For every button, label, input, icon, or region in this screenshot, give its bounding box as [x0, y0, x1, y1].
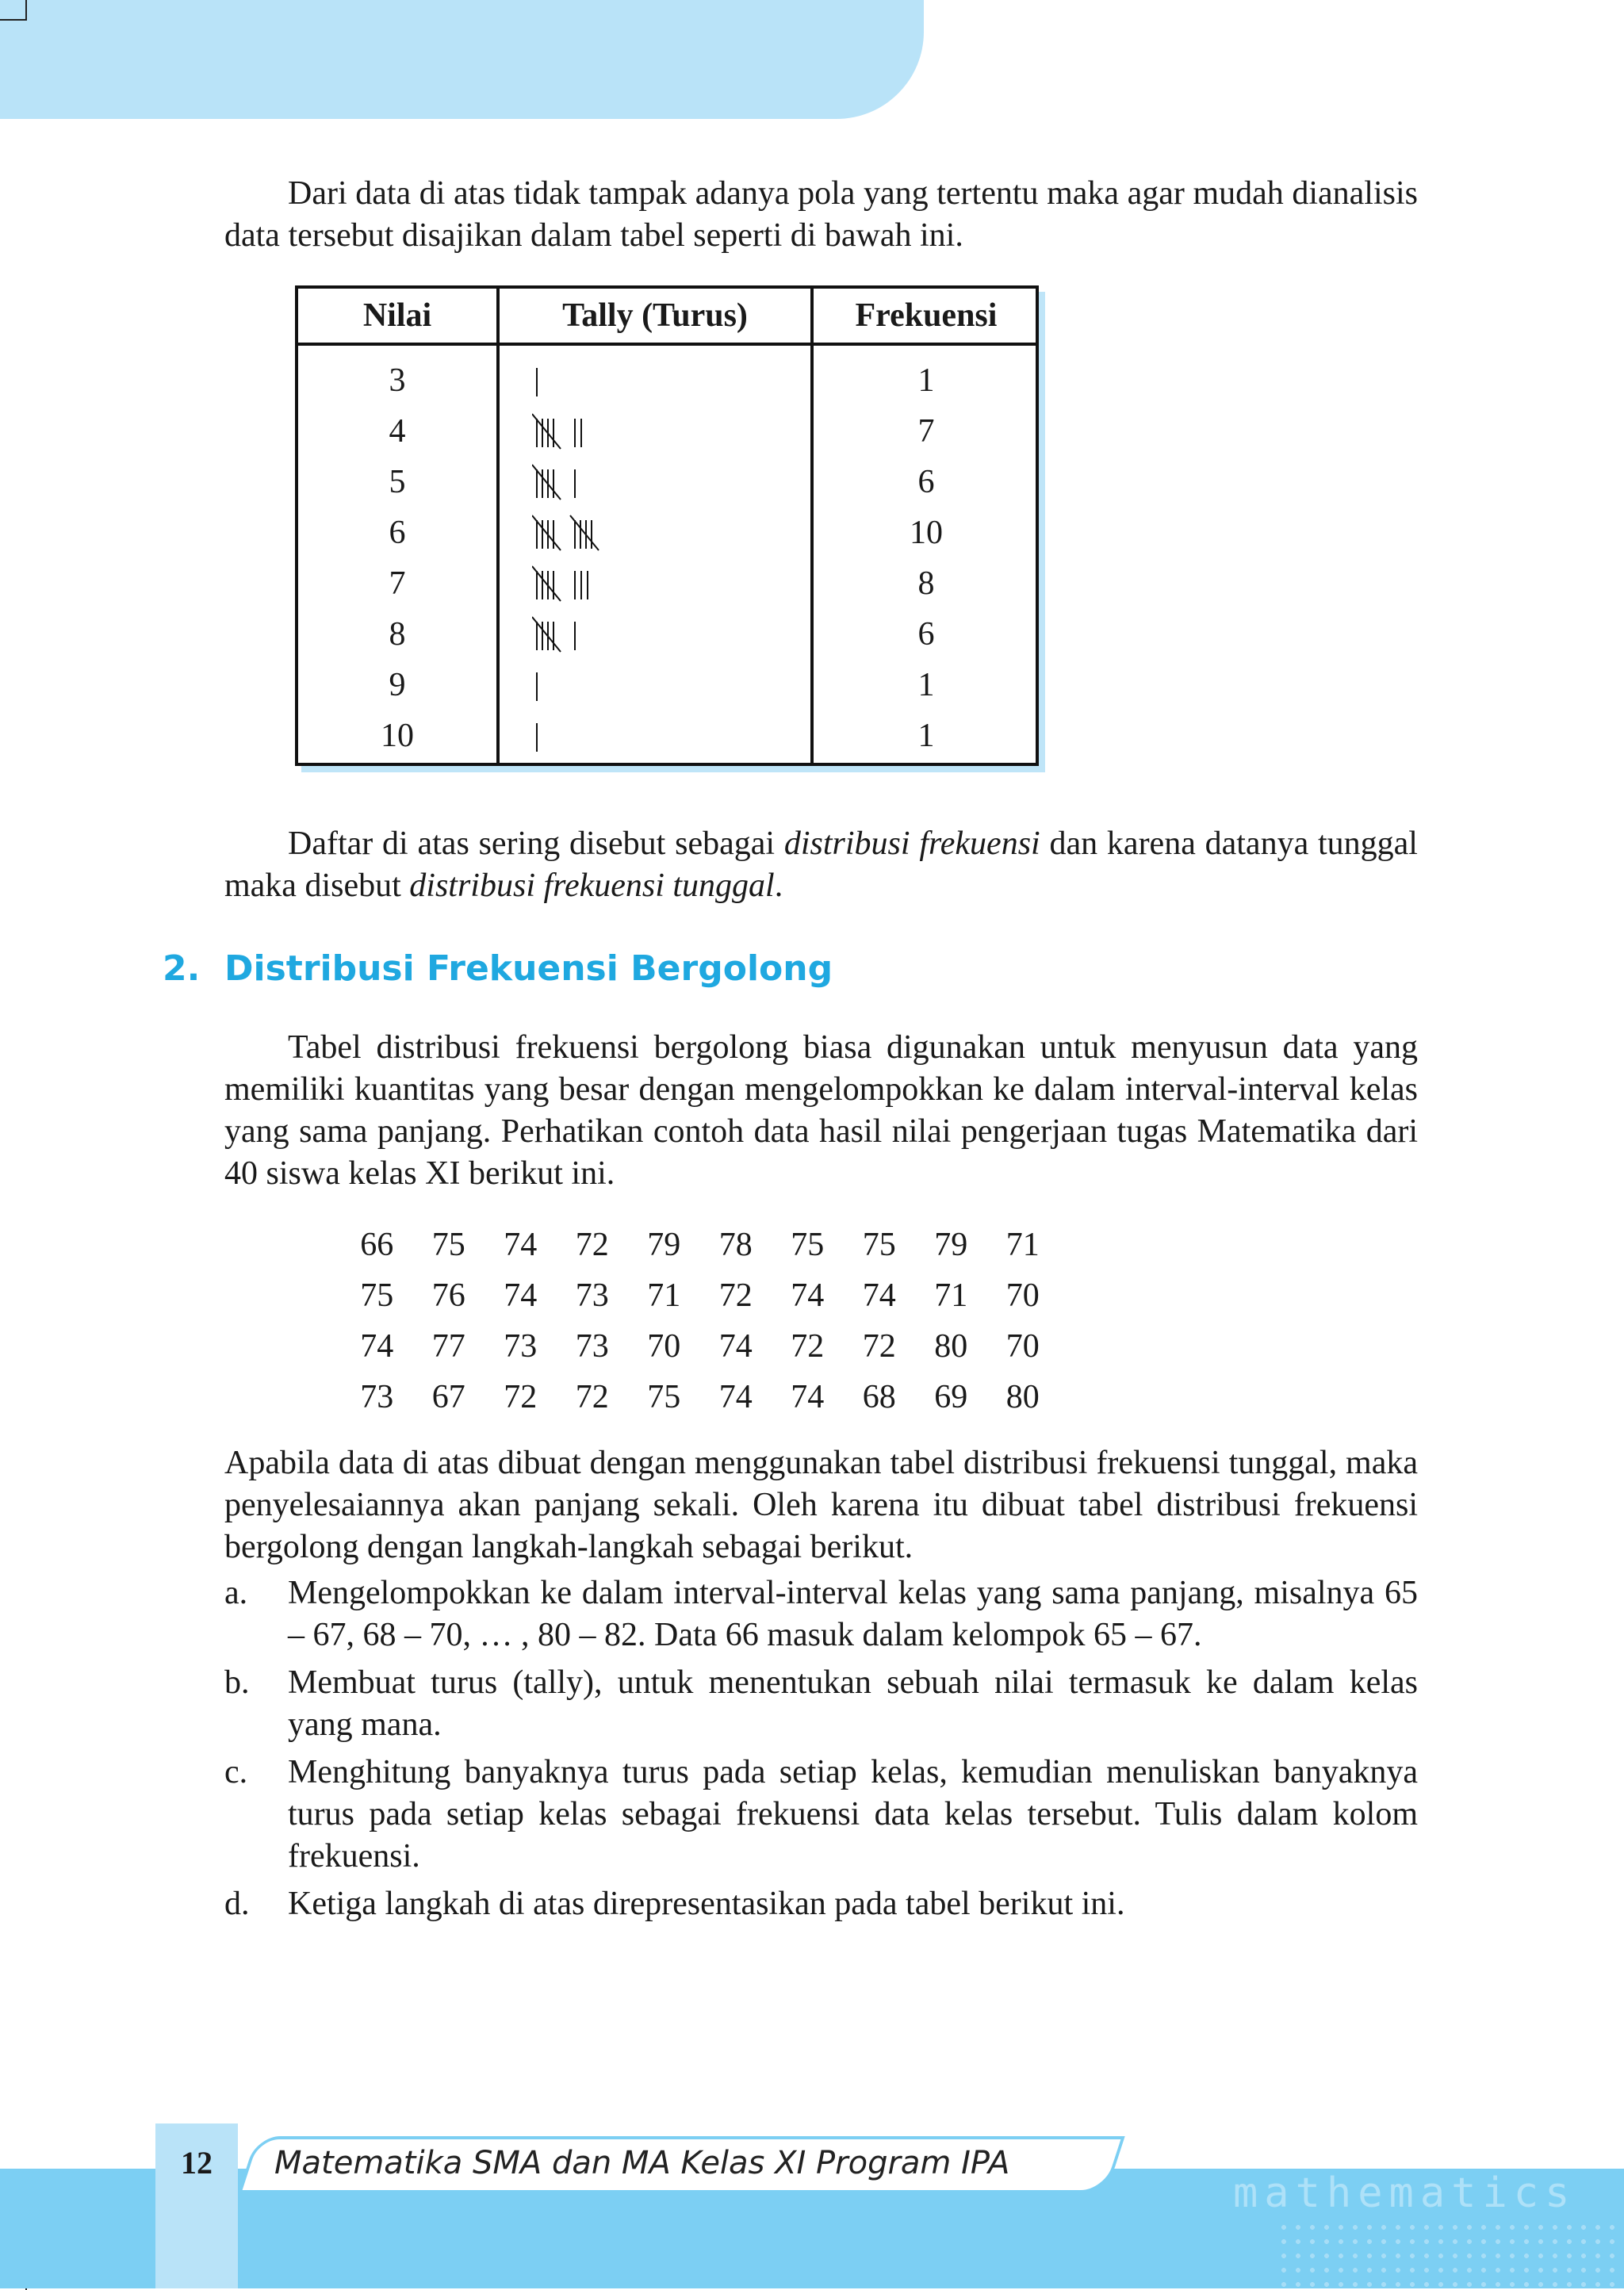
table-row — [298, 710, 1036, 761]
list-item-text: Menghitung banyaknya turus pada setiap kelas, kemudian menuliskan banyaknya turus pada setiap kelas sebagai frekuensi data kelas tersebut. Tulis dalam kolom frekuensi. — [288, 1754, 1418, 1875]
term-distribusi-frekuensi: distribusi frekuensi — [783, 825, 1040, 862]
data-grid-row — [341, 1372, 1059, 1423]
list-marker: d. — [224, 1886, 250, 1922]
list-item — [224, 1572, 1418, 1656]
list-item-text: Ketiga langkah di atas direpresentasikan pada tabel berikut ini. — [288, 1886, 1125, 1922]
section-paragraph: Tabel distribusi frekuensi bergolong biasa digunakan untuk menyusun data yang memiliki kuantitas yang besar dengan mengelompokkan ke dalam interval-interval kelas yang sama panjang. Perhatikan contoh data hasil nilai pengerjaan tugas Matematika dari 40 siswa kelas XI berikut ini. — [224, 1029, 1418, 1192]
cell-nilai: 5 — [389, 464, 406, 500]
cell-frekuensi: 1 — [917, 362, 935, 399]
data-value: 73 — [575, 1328, 609, 1365]
steps-list — [224, 1572, 1418, 1925]
data-value: 73 — [360, 1379, 394, 1415]
data-value: 73 — [575, 1277, 609, 1314]
intro-paragraph: Dari data di atas tidak tampak adanya pola yang tertentu maka agar mudah dianalisis data tersebut disajikan dalam tabel seperti di bawah ini. — [224, 175, 1418, 254]
data-value: 68 — [862, 1379, 896, 1415]
tally-table — [295, 285, 1039, 766]
header-frekuensi: Frekuensi — [855, 297, 998, 334]
table-row — [298, 609, 1036, 660]
after-grid-paragraph: Apabila data di atas dibuat dengan menggunakan tabel distribusi frekuensi tunggal, maka penyelesaiannya akan panjang sekali. Oleh karena itu dibuat tabel distribusi frekuensi bergolong dengan langkah-langkah sebagai berikut. — [224, 1445, 1418, 1565]
data-value: 72 — [718, 1277, 753, 1314]
data-value: 67 — [431, 1379, 465, 1415]
list-item — [224, 1752, 1418, 1878]
data-value: 72 — [862, 1328, 896, 1365]
cell-nilai: 10 — [381, 718, 414, 754]
table-row — [298, 660, 1036, 710]
term-distribusi-frekuensi-tunggal: distribusi frekuensi tunggal — [409, 867, 775, 904]
footer-watermark: mathematics — [1233, 2169, 1576, 2217]
data-value: 70 — [647, 1328, 681, 1365]
data-value: 78 — [718, 1227, 753, 1263]
table-row — [298, 558, 1036, 609]
header-nilai: Nilai — [362, 297, 432, 334]
data-value: 80 — [934, 1328, 968, 1365]
data-value: 72 — [791, 1328, 825, 1365]
data-grid — [341, 1220, 1059, 1423]
list-item — [224, 1883, 1418, 1925]
cell-frekuensi: 6 — [917, 464, 935, 500]
data-value: 74 — [360, 1328, 394, 1365]
tally-marks — [532, 362, 691, 400]
data-value: 74 — [718, 1379, 753, 1415]
data-value: 75 — [647, 1379, 681, 1415]
page-number: 12 — [181, 2145, 213, 2181]
data-value: 74 — [791, 1379, 825, 1415]
data-value: 77 — [431, 1328, 465, 1365]
section-heading — [163, 948, 833, 989]
data-value: 70 — [1005, 1328, 1040, 1365]
cell-frekuensi: 6 — [917, 616, 935, 653]
cell-nilai: 3 — [389, 362, 406, 399]
data-value: 80 — [1005, 1379, 1040, 1415]
tally-marks — [532, 717, 691, 755]
tally-marks — [532, 412, 691, 450]
cell-nilai: 4 — [389, 413, 406, 450]
cell-frekuensi: 1 — [917, 718, 935, 754]
data-value: 73 — [504, 1328, 538, 1365]
data-value: 70 — [1005, 1277, 1040, 1314]
summary-paragraph: Daftar di atas sering disebut sebagai distribusi frekuensi dan karena datanya tunggal maka disebut distribusi frekuensi tunggal. — [224, 825, 1418, 904]
data-value: 79 — [934, 1227, 968, 1263]
header-banner — [0, 0, 924, 119]
data-value: 76 — [431, 1277, 465, 1314]
table-row — [298, 507, 1036, 558]
list-item-text: Membuat turus (tally), untuk menentukan sebuah nilai termasuk ke dalam kelas yang mana. — [288, 1664, 1418, 1743]
table-row — [298, 406, 1036, 457]
tally-marks — [532, 615, 691, 653]
data-value: 79 — [647, 1227, 681, 1263]
data-value: 69 — [934, 1379, 968, 1415]
data-value: 71 — [647, 1277, 681, 1314]
footer-book-title: Matematika SMA dan MA Kelas XI Program IPA — [274, 2145, 1010, 2181]
footer-dot-pattern — [1277, 2220, 1624, 2288]
cell-nilai: 6 — [389, 515, 406, 551]
data-value: 74 — [504, 1227, 538, 1263]
data-value: 74 — [791, 1277, 825, 1314]
cell-frekuensi: 10 — [910, 515, 943, 551]
cell-frekuensi: 8 — [917, 565, 935, 602]
data-value: 71 — [934, 1277, 968, 1314]
list-marker: b. — [224, 1664, 250, 1701]
section-number: 2. — [163, 948, 201, 989]
data-value: 71 — [1005, 1227, 1040, 1263]
data-value: 72 — [575, 1227, 609, 1263]
data-grid-row — [341, 1270, 1059, 1321]
tally-marks — [532, 666, 691, 704]
table-row — [298, 355, 1036, 406]
crop-mark-top — [0, 0, 27, 21]
tally-marks — [532, 463, 691, 501]
section-title: Distribusi Frekuensi Bergolong — [224, 948, 833, 989]
data-value: 75 — [431, 1227, 465, 1263]
header-tally: Tally (Turus) — [562, 297, 748, 334]
table-row — [298, 457, 1036, 507]
data-value: 74 — [504, 1277, 538, 1314]
data-value: 75 — [791, 1227, 825, 1263]
data-value: 66 — [360, 1227, 394, 1263]
list-marker: c. — [224, 1754, 248, 1790]
data-value: 75 — [862, 1227, 896, 1263]
cell-nilai: 9 — [389, 667, 406, 703]
data-value: 74 — [862, 1277, 896, 1314]
list-item-text: Mengelompokkan ke dalam interval-interval kelas yang sama panjang, misalnya 65 – 67, 68 – 70, … , 80 – 82. Data 66 masuk dalam kelompok 65 – 67. — [288, 1575, 1418, 1653]
cell-nilai: 7 — [389, 565, 406, 602]
data-value: 72 — [575, 1379, 609, 1415]
data-grid-row — [341, 1220, 1059, 1270]
cell-nilai: 8 — [389, 616, 406, 653]
cell-frekuensi: 7 — [917, 413, 935, 450]
data-value: 75 — [360, 1277, 394, 1314]
list-marker: a. — [224, 1575, 248, 1611]
tally-marks — [532, 514, 691, 552]
tally-marks — [532, 565, 691, 603]
data-grid-row — [341, 1321, 1059, 1372]
cell-frekuensi: 1 — [917, 667, 935, 703]
list-item — [224, 1662, 1418, 1746]
data-value: 74 — [718, 1328, 753, 1365]
data-value: 72 — [504, 1379, 538, 1415]
